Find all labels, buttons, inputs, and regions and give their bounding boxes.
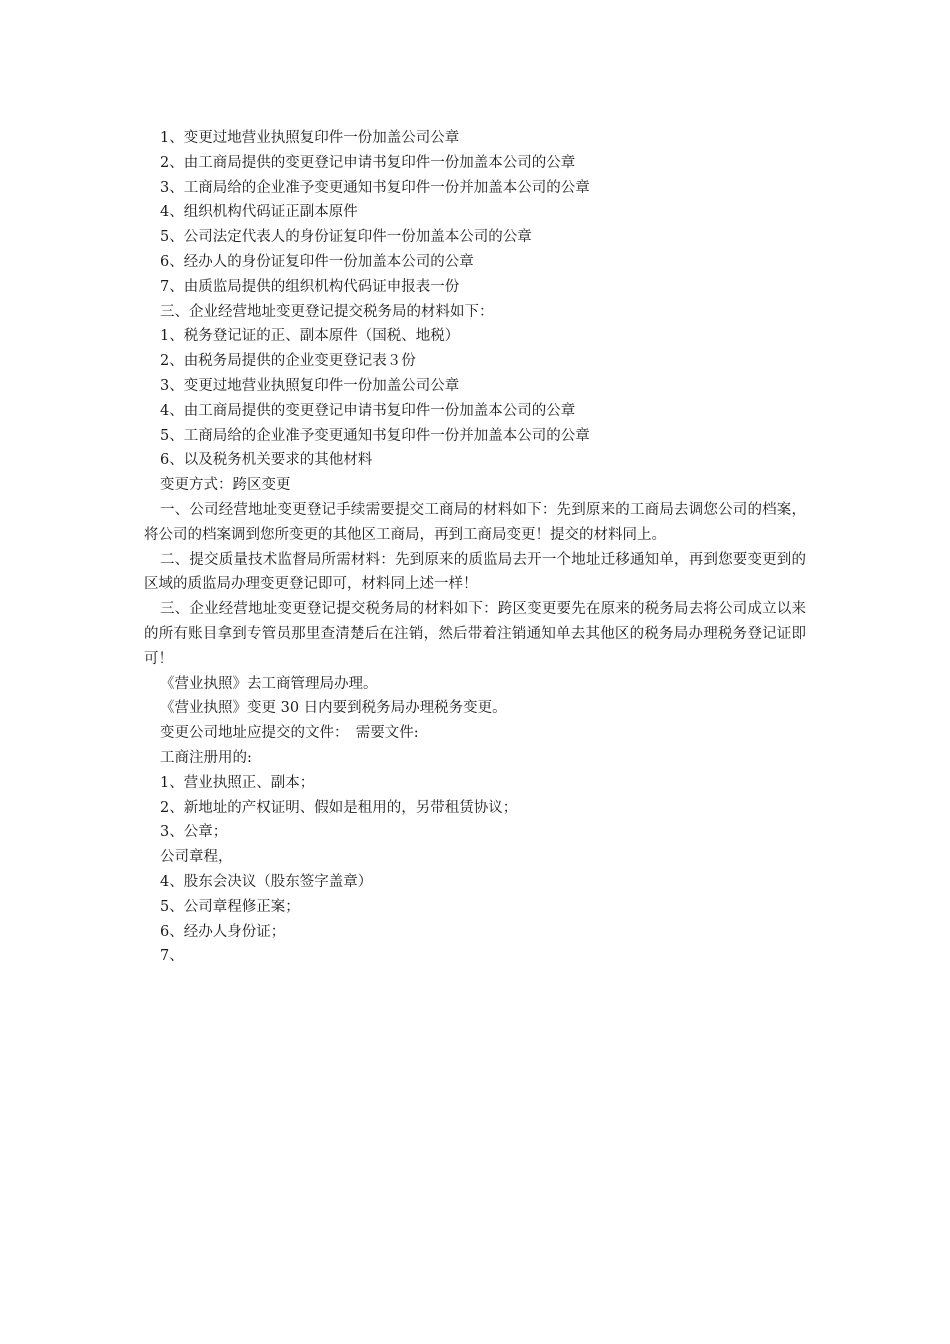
text-line: 6、经办人的身份证复印件一份加盖本公司的公章 [160, 253, 474, 270]
text-line: 变更公司地址应提交的文件： 需要文件: [160, 725, 419, 742]
text-line: 7、由质监局提供的组织机构代码证申报表一份 [160, 278, 460, 295]
paragraph: 二、提交质量技术监督局所需材料：先到原来的质监局去开一个地址迁移通知单，再到您要变更到的区域的质监局办理变更登记即可，材料同上述一样！ [144, 551, 806, 593]
text-line: 3、公章； [160, 824, 228, 841]
text-line: 6、以及税务机关要求的其他材料 [160, 452, 373, 469]
text-line: 《营业执照》去工商管理局办理。 [160, 675, 378, 692]
text-line: 2、由税务局提供的企业变更登记表３份 [160, 353, 416, 370]
paragraph: 一、公司经营地址变更登记手续需要提交工商局的材料如下：先到原来的工商局去调您公司的档案，将公司的档案调到您所变更的其他区工商局，再到工商局变更！提交的材料同上。 [144, 501, 806, 543]
text-line: 4、股东会决议（股东签字盖章） [160, 873, 373, 890]
document-body [144, 126, 806, 969]
text-line: 6、经办人身份证； [160, 923, 286, 940]
text-line: 《营业执照》变更 30 日内要到税务局办理税务变更。 [160, 700, 507, 717]
text-line: 1、营业执照正、副本； [160, 774, 315, 791]
text-line: 1、变更过地营业执照复印件一份加盖公司公章 [160, 130, 460, 146]
section-heading: 变更方式：跨区变更 [160, 477, 291, 494]
text-line: 3、变更过地营业执照复印件一份加盖公司公章 [160, 377, 460, 394]
text-line: 2、由工商局提供的变更登记申请书复印件一份加盖本公司的公章 [160, 154, 576, 171]
text-line: 2、新地址的产权证明、假如是租用的，另带租赁协议； [160, 799, 518, 816]
text-line: 5、工商局给的企业准予变更通知书复印件一份并加盖本公司的公章 [160, 427, 590, 444]
text-line: 7、 [160, 948, 184, 965]
section-heading: 三、企业经营地址变更登记提交税务局的材料如下： [160, 303, 494, 320]
text-line: 3、工商局给的企业准予变更通知书复印件一份并加盖本公司的公章 [160, 179, 590, 196]
text-line: 5、公司章程修正案； [160, 898, 300, 915]
text-line: 公司章程， [160, 849, 233, 866]
text-line: 4、组织机构代码证正副本原件 [160, 204, 358, 221]
paragraph: 三、企业经营地址变更登记提交税务局的材料如下：跨区变更要先在原来的税务局去将公司成立以来的所有账目拿到专管员那里查清楚后在注销，然后带着注销通知单去其他区的税务局办理税务登记证即可！ [144, 601, 806, 667]
text-line: 1、税务登记证的正、副本原件（国税、地税） [160, 328, 460, 345]
text-line: 5、公司法定代表人的身份证复印件一份加盖本公司的公章 [160, 229, 532, 246]
text-line: 工商注册用的: [160, 749, 252, 766]
text-line: 4、由工商局提供的变更登记申请书复印件一份加盖本公司的公章 [160, 402, 576, 419]
